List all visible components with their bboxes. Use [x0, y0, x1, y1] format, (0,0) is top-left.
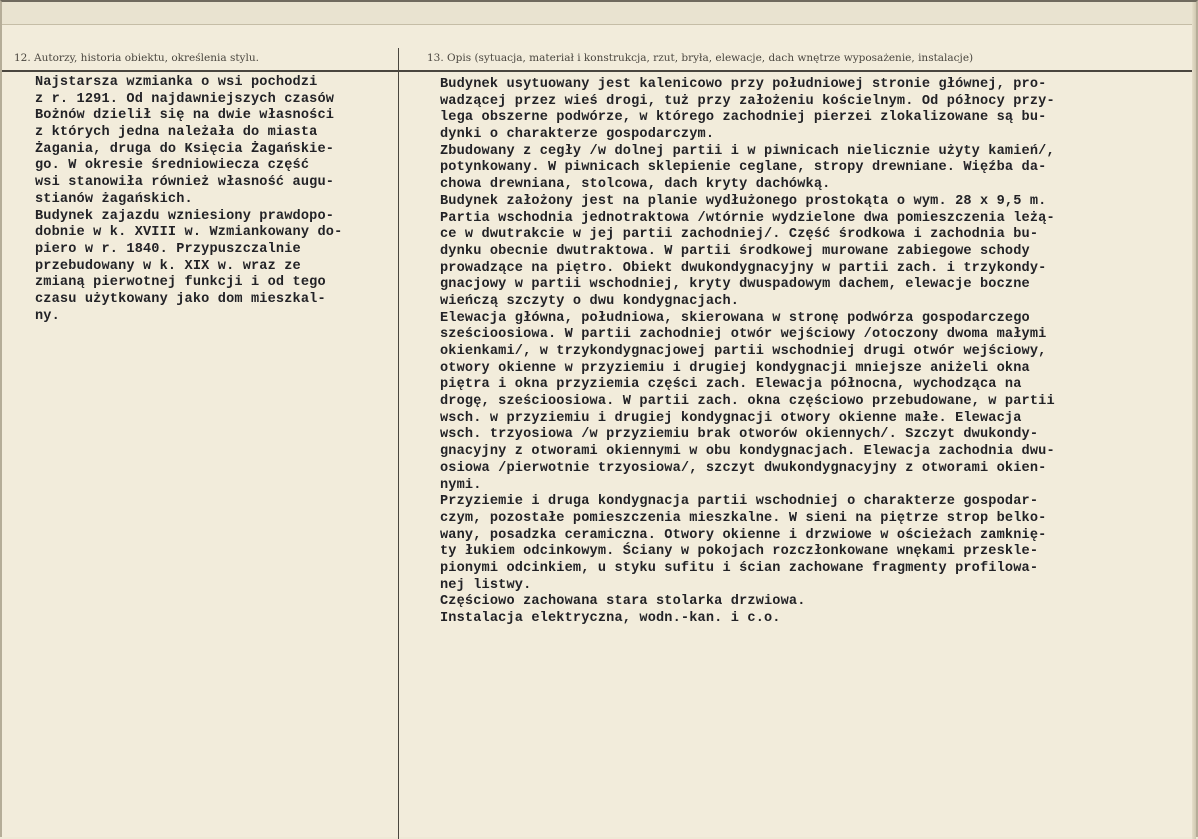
- text-line: Bożnów dzielił się na dwie własności: [35, 108, 335, 124]
- text-line: wsch. w przyziemiu i drugiej kondygnacji otwory okienne małe. Elewacja: [440, 410, 1022, 426]
- text-line: stianów żagańskich.: [35, 191, 193, 207]
- text-line: wany, posadzka ceramiczna. Otwory okienne i drzwiowe w ościeżach zamknię-: [440, 527, 1047, 543]
- text-line: czasu użytkowany jako dom mieszkal-: [35, 291, 326, 307]
- text-line: prowadzące na piętro. Obiekt dwukondygnacyjny w partii zach. i trzykondy-: [440, 260, 1047, 276]
- text-line: Częściowo zachowana stara stolarka drzwiowa.: [440, 594, 806, 610]
- text-line: lega obszerne podwórze, w którego zachodniej pierzei zlokalizowane są bu-: [440, 110, 1047, 126]
- text-line: ny.: [35, 308, 60, 324]
- column-divider: [398, 48, 399, 839]
- text-line: nymi.: [440, 477, 482, 493]
- text-line: Budynek zajazdu wzniesiony prawdopo-: [35, 208, 335, 224]
- text-line: gnacyjny z otworami okiennymi w obu kondygnacjach. Elewacja zachodnia dwu-: [440, 444, 1055, 460]
- page-edge: [1192, 2, 1196, 839]
- text-line: go. W okresie średniowiecza część: [35, 158, 310, 174]
- text-line: z r. 1291. Od najdawniejszych czasów: [35, 91, 335, 107]
- text-line: Partia wschodnia jednotraktowa /wtórnie wydzielone dwa pomieszczenia leżą-: [440, 210, 1055, 226]
- header-rule: [2, 70, 1196, 72]
- text-line: dobnie w k. XVIII w. Wzmiankowany do-: [35, 225, 343, 241]
- text-line: sześcioosiowa. W partii zachodniej otwór wejściowy /otoczony dwoma małymi: [440, 327, 1047, 343]
- text-line: czym, pozostałe pomieszczenia mieszkalne. W sieni na piętrze strop belko-: [440, 510, 1047, 526]
- text-line: Budynek usytuowany jest kalenicowo przy południowej stronie głównej, pro-: [440, 77, 1047, 92]
- text-line: nej listwy.: [440, 577, 532, 593]
- text-line: Zbudowany z cegły /w dolnej partii i w piwnicach nielicznie użyty kamień/,: [440, 143, 1055, 159]
- text-line: potynkowany. W piwnicach sklepienie ceglane, stropy drewniane. Więźba da-: [440, 160, 1047, 176]
- text-line: okienkami/, w trzykondygnacjowej partii wschodniej drugi otwór wejściowy,: [440, 344, 1047, 359]
- text-line: wadzącej przez wieś drogi, tuż przy założeniu kościelnym. Od północy przy-: [440, 93, 1055, 109]
- text-line: dynku obecnie dwutraktowa. W partii środkowej murowane zabiegowe schody: [440, 243, 1030, 259]
- text-line: osiowa /pierwotnie trzyosiowa/, szczyt dwukondygnacyjny z otworami okien-: [440, 460, 1047, 476]
- text-line: Przyziemie i druga kondygnacja partii wschodniej o charakterze gospodar-: [440, 494, 1039, 510]
- text-line: piętra i okna przyziemia części zach. Elewacja północna, wychodząca na: [440, 377, 1022, 393]
- text-line: wieńczą szczyty o dwu kondygnacjach.: [440, 293, 740, 309]
- text-line: piero w r. 1840. Przypuszczalnie: [35, 241, 301, 257]
- text-line: Instalacja elektryczna, wodn.-kan. i c.o.: [440, 611, 781, 626]
- top-margin-strip: [2, 2, 1196, 25]
- section-13-header: 13. Opis (sytuacja, materiał i konstrukcja, rzut, bryła, elewacje, dach wnętrze wyposażenie, instalacje): [427, 52, 974, 64]
- text-line: pionymi odcinkiem, u styku sufitu i ścian zachowane fragmenty profilowa-: [440, 560, 1039, 576]
- text-line: z których jedna należała do miasta: [35, 125, 318, 141]
- text-line: wsi stanowiła również własność augu-: [35, 175, 335, 191]
- text-line: otwory okienne w przyziemiu i drugiej kondygnacji mniejsze aniżeli okna: [440, 360, 1030, 376]
- text-line: gnacjowy w partii wschodniej, kryty dwuspadowym dachem, elewacje boczne: [440, 277, 1030, 293]
- section-12-header: 12. Autorzy, historia obiektu, określenia stylu.: [14, 52, 259, 64]
- text-line: chowa drewniana, stolcowa, dach kryty dachówką.: [440, 177, 831, 193]
- text-line: Elewacja główna, południowa, skierowana w stronę podwórza gospodarczego: [440, 310, 1030, 326]
- text-line: ty łukiem odcinkowym. Ściany w pokojach rozczłonkowane wnękami przeskle-: [440, 544, 1039, 560]
- text-line: wsch. trzyosiowa /w przyziemiu brak otworów okiennych/. Szczyt dwukondy-: [440, 427, 1039, 443]
- text-line: ce w dwutrakcie w jej partii zachodniej/. Część środkowa i zachodnia bu-: [440, 227, 1039, 243]
- text-line: zmianą pierwotnej funkcji i od tego: [35, 275, 326, 291]
- text-line: dynki o charakterze gospodarczym.: [440, 127, 715, 143]
- text-line: przebudowany w k. XIX w. wraz ze: [35, 258, 301, 274]
- history-text-block: [35, 75, 342, 325]
- text-line: Budynek założony jest na planie wydłużonego prostokąta o wym. 28 x 9,5 m.: [440, 193, 1047, 209]
- text-line: Najstarsza wzmianka o wsi pochodzi: [35, 75, 318, 90]
- text-line: Żagania, druga do Księcia Żagańskie-: [35, 141, 335, 157]
- text-line: drogę, sześcioosiowa. W partii zach. okna częściowo przebudowane, w partii: [440, 394, 1055, 410]
- description-text-block: [440, 77, 1055, 628]
